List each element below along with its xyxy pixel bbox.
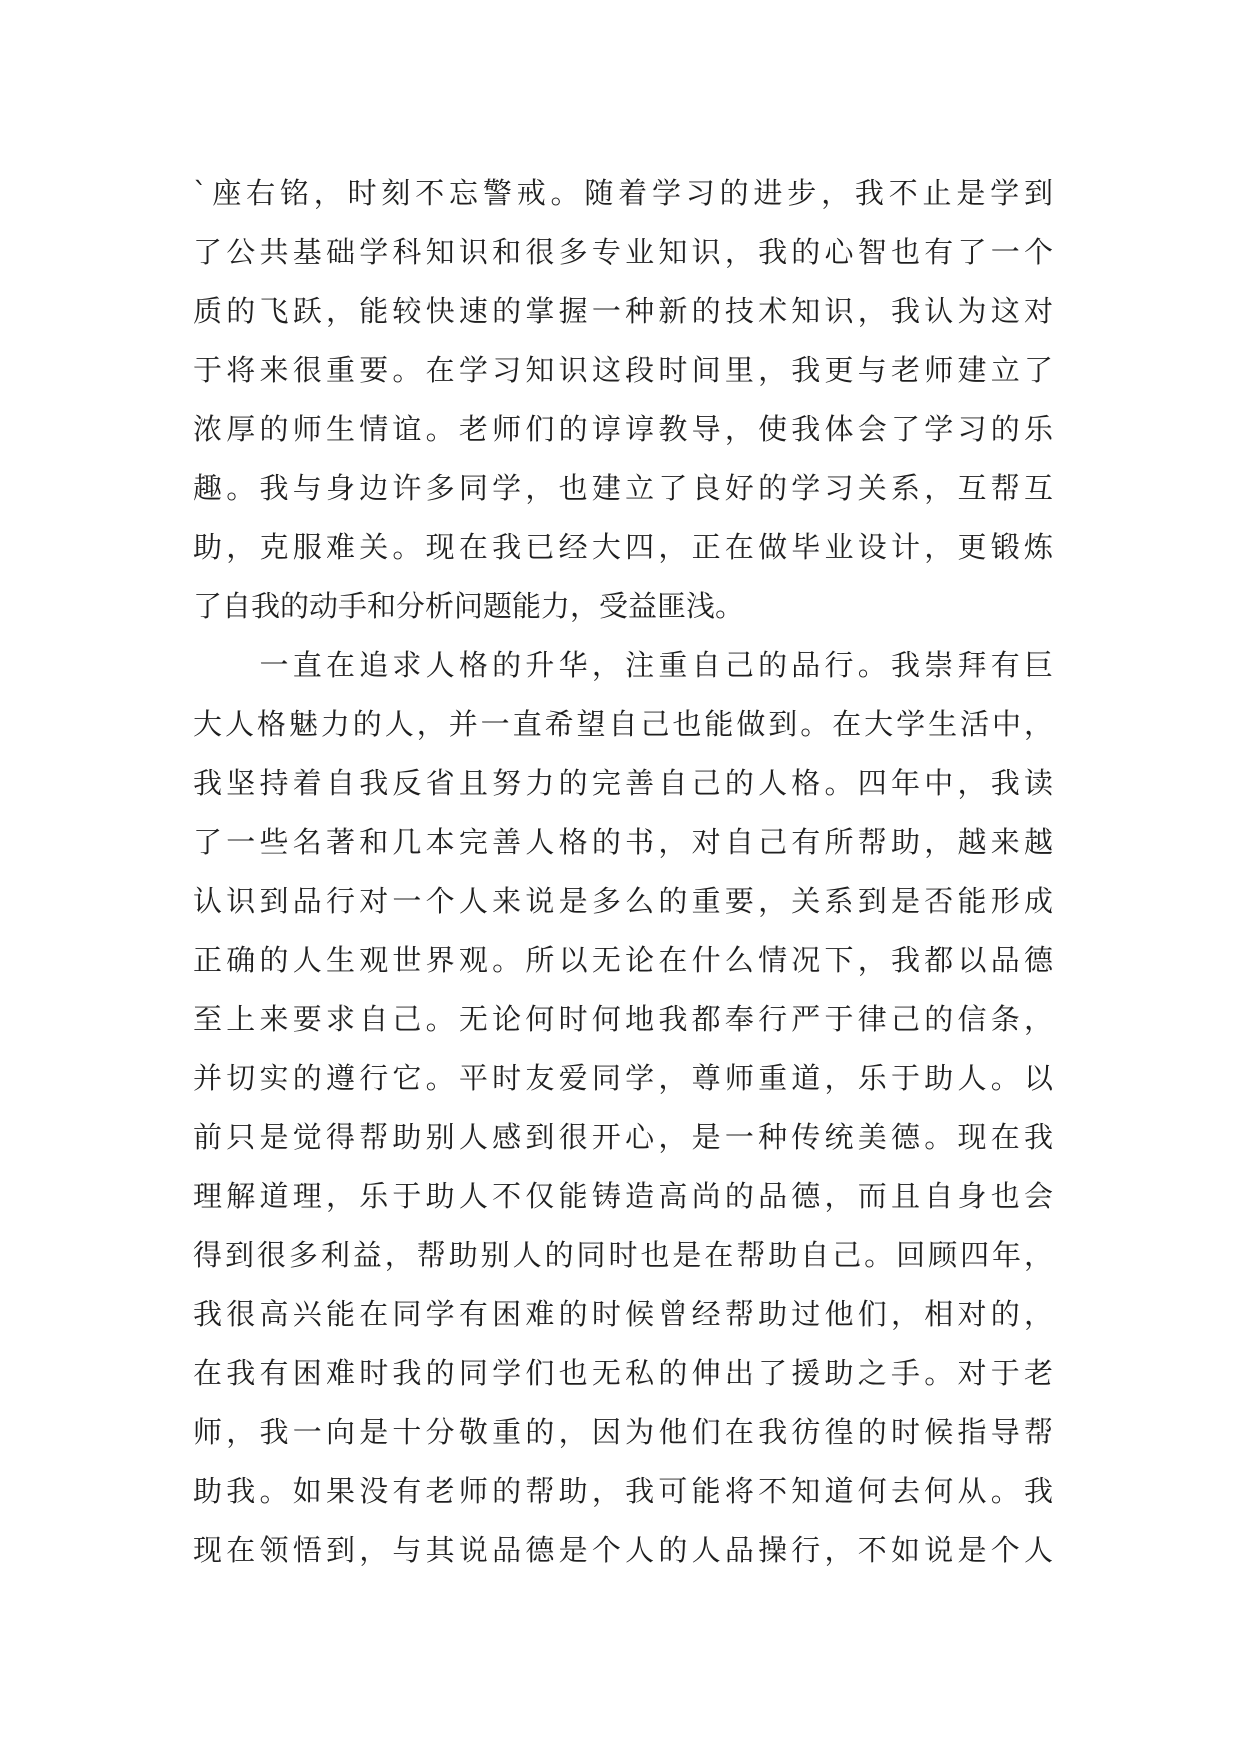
text-line: 师，我一向是十分敬重的，因为他们在我彷徨的时候指导帮 bbox=[193, 1415, 1053, 1449]
text-line: 浓厚的师生情谊。老师们的谆谆教导，使我体会了学习的乐 bbox=[193, 412, 1053, 446]
text-line: 我很高兴能在同学有困难的时候曾经帮助过他们，相对的， bbox=[193, 1297, 1053, 1331]
text-line: 在我有困难时我的同学们也无私的伸出了援助之手。对于老 bbox=[193, 1356, 1053, 1390]
text-line: `座右铭，时刻不忘警戒。随着学习的进步，我不止是学到 bbox=[193, 176, 1053, 210]
text-line: 大人格魅力的人，并一直希望自己也能做到。在大学生活中， bbox=[193, 707, 1053, 741]
text-line: 我坚持着自我反省且努力的完善自己的人格。四年中，我读 bbox=[193, 766, 1053, 800]
text-line: 正确的人生观世界观。所以无论在什么情况下，我都以品德 bbox=[193, 943, 1053, 977]
text-line: 得到很多利益，帮助别人的同时也是在帮助自己。回顾四年， bbox=[193, 1238, 1053, 1272]
text-line: 理解道理，乐于助人不仅能铸造高尚的品德，而且自身也会 bbox=[193, 1179, 1053, 1213]
text-line: 助我。如果没有老师的帮助，我可能将不知道何去何从。我 bbox=[193, 1474, 1053, 1508]
text-line: 趣。我与身边许多同学，也建立了良好的学习关系，互帮互 bbox=[193, 471, 1053, 505]
body-text bbox=[193, 164, 1053, 1580]
paragraph-start-line: 一直在追求人格的升华，注重自己的品行。我崇拜有巨 bbox=[193, 648, 1053, 682]
text-line: 至上来要求自己。无论何时何地我都奉行严于律己的信条， bbox=[193, 1002, 1053, 1036]
text-line: 质的飞跃，能较快速的掌握一种新的技术知识，我认为这对 bbox=[193, 294, 1053, 328]
text-line: 前只是觉得帮助别人感到很开心，是一种传统美德。现在我 bbox=[193, 1120, 1053, 1154]
paragraph-end-line: 了自我的动手和分析问题能力，受益匪浅。 bbox=[193, 589, 745, 623]
text-line: 并切实的遵行它。平时友爱同学，尊师重道，乐于助人。以 bbox=[193, 1061, 1053, 1095]
text-line: 助，克服难关。现在我已经大四，正在做毕业设计，更锻炼 bbox=[193, 530, 1053, 564]
text-line: 认识到品行对一个人来说是多么的重要，关系到是否能形成 bbox=[193, 884, 1053, 918]
text-line: 了一些名著和几本完善人格的书，对自己有所帮助，越来越 bbox=[193, 825, 1053, 859]
text-line: 现在领悟到，与其说品德是个人的人品操行，不如说是个人 bbox=[193, 1533, 1053, 1567]
text-line: 于将来很重要。在学习知识这段时间里，我更与老师建立了 bbox=[193, 353, 1053, 387]
text-line: 了公共基础学科知识和很多专业知识，我的心智也有了一个 bbox=[193, 235, 1053, 269]
